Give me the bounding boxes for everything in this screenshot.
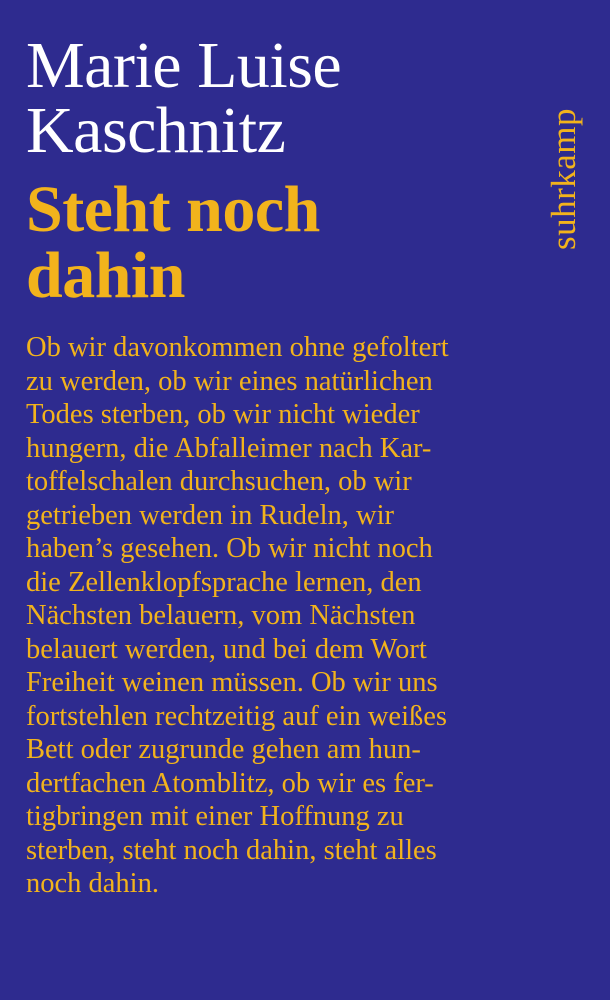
blurb-line: dertfachen Atomblitz, ob wir es fer- bbox=[26, 767, 434, 799]
author-name bbox=[26, 29, 534, 167]
blurb-line: getrieben werden in Rudeln, wir bbox=[26, 499, 395, 531]
author-name-line-1: Marie Luise bbox=[26, 29, 342, 102]
book-title-line-2: dahin bbox=[26, 239, 185, 313]
blurb-line: Todes sterben, ob wir nicht wieder bbox=[26, 399, 420, 431]
blurb-line: toffelschalen durchsuchen, ob wir bbox=[26, 466, 412, 498]
blurb-line: haben’s gesehen. Ob wir nicht noch bbox=[26, 533, 433, 565]
blurb-line: belauert werden, und bei dem Wort bbox=[26, 633, 427, 665]
blurb-line: Ob wir davonkommen ohne gefoltert bbox=[26, 332, 449, 364]
blurb-line: noch dahin. bbox=[26, 868, 159, 900]
cover-content bbox=[26, 29, 534, 901]
blurb-line: die Zellenklopfsprache lernen, den bbox=[26, 566, 422, 598]
blurb-line: Nächsten belauern, vom Nächsten bbox=[26, 600, 416, 632]
book-title-line-1: Steht noch bbox=[26, 173, 320, 247]
cover-blurb bbox=[26, 331, 538, 900]
blurb-line: fortstehlen rechtzeitig auf ein weißes bbox=[26, 700, 447, 732]
book-title bbox=[26, 173, 534, 313]
publisher-name: suhrkamp bbox=[544, 107, 583, 250]
blurb-line: hungern, die Abfalleimer nach Kar- bbox=[26, 432, 432, 464]
blurb-line: tigbringen mit einer Hoffnung zu bbox=[26, 801, 404, 833]
author-name-line-2: Kaschnitz bbox=[26, 93, 286, 167]
blurb-line: zu werden, ob wir eines natürlichen bbox=[26, 365, 433, 397]
blurb-line: Freiheit weinen müssen. Ob wir uns bbox=[26, 667, 438, 699]
blurb-line: sterben, steht noch dahin, steht alles bbox=[26, 834, 437, 866]
blurb-line: Bett oder zugrunde gehen am hun- bbox=[26, 734, 421, 766]
